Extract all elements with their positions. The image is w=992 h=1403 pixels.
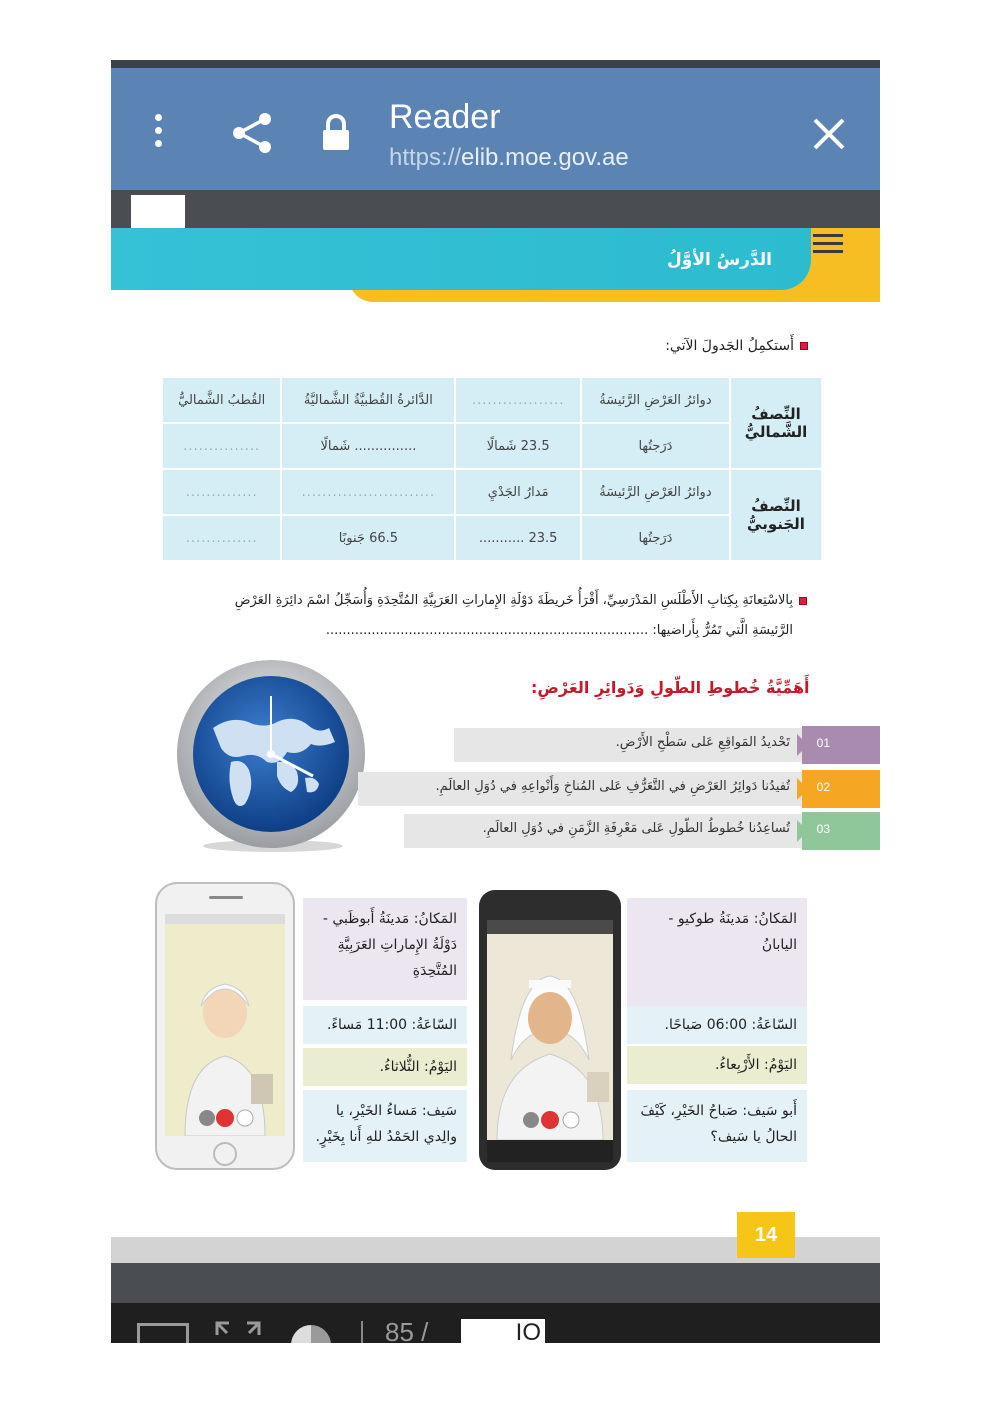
importance-item (404, 812, 880, 850)
table-row (162, 515, 822, 561)
status-strip (111, 60, 880, 68)
overflow-menu-icon[interactable] (151, 114, 165, 154)
table-cell: دَرَجتُها (581, 423, 730, 469)
item-text: تَحْديدُ المَواقِعِ عَلى سَطْحِ الأَرْضِ. (615, 735, 790, 750)
self-view-thumbnail (587, 1072, 609, 1102)
table-cell[interactable]: .............. (162, 469, 281, 515)
importance-heading: أَهَمِّيَّةُ خُطوطِ الطّولِ وَدَوائِرِ العَرْضِ: (531, 678, 810, 697)
world-clock-globe-icon (173, 658, 369, 854)
toolbar-divider (361, 1321, 363, 1343)
right-speech-card: أَبو سَيف: صَباحُ الخَيْرِ، كَيْفَ الحالُ يا سَيف؟ (627, 1090, 807, 1162)
table-cell[interactable]: .......................... (281, 469, 455, 515)
android-navbar (487, 1140, 613, 1162)
item-text: تُفيدُنا دَوائِرُ العَرْضِ في التَّعَرُّفِ عَلى المُناخِ وَأَنْواعِهِ في دُوَلِ العالَمِ. (435, 779, 790, 794)
table-cell[interactable]: .............. (162, 515, 281, 561)
item-number-tab (802, 770, 880, 808)
right-place-card: المَكانُ: مَدينَةُ طوكيو - اليابانُ (627, 898, 807, 1006)
item-number: 03 (816, 822, 830, 836)
right-day-card: اليَوْمُ: الأَرْبِعاءُ. (627, 1046, 807, 1084)
table-cell: الدَّائرةُ القُطبيَّةُ الشَّماليَّةُ (281, 377, 455, 423)
page-input[interactable]: IO (461, 1319, 545, 1343)
importance-item (358, 770, 880, 808)
table-cell: 66.5 جَنوبًا (281, 515, 455, 561)
page-count: 85 / (385, 1317, 429, 1343)
lesson-title: الدَّرسُ الأوَّلُ (667, 250, 772, 270)
browser-bar (111, 68, 880, 190)
instruction-text[interactable]: الرَّئيسَةِ الَّتي تَمُرُّ بِأَراضيها: .............................................................................. (325, 623, 793, 638)
fit-screen-icon[interactable] (137, 1323, 189, 1343)
right-time-card: السّاعَةُ: 06:00 صَباحًا. (627, 1006, 807, 1044)
reader-bottom-toolbar (111, 1303, 880, 1343)
hamburger-icon[interactable] (813, 234, 843, 258)
caller-boy-image (165, 914, 285, 1136)
item-number: 01 (816, 736, 830, 750)
table-cell[interactable]: 23.5 ........... (455, 515, 581, 561)
table-cell[interactable]: ............... شَمالًا (281, 423, 455, 469)
instruction-table (665, 338, 808, 354)
speaker-icon (209, 896, 243, 899)
table-row (162, 377, 822, 423)
table-cell: دَرَجتُها (581, 515, 730, 561)
table-cell: 23.5 شَمالًا (455, 423, 581, 469)
android-video-call (479, 890, 621, 1170)
lesson-header (111, 228, 880, 302)
home-button-icon (213, 1142, 237, 1166)
table-cell: مَدارُ الجَدْيِ (455, 469, 581, 515)
arrow-icon (797, 734, 808, 756)
bookmark-tab[interactable] (131, 195, 185, 228)
item-number: 02 (816, 780, 830, 794)
left-speech-card: سَيف: مَساءُ الخَيْرِ، يا والِدي الحَمْدُ للهِ أَنا بِخَيْرٍ. (303, 1090, 467, 1162)
url-prefix: https:// (389, 144, 462, 171)
table-cell[interactable]: .................. (455, 377, 581, 423)
close-icon[interactable] (811, 116, 847, 152)
table-cell[interactable]: ............... (162, 423, 281, 469)
page-url[interactable] (389, 144, 629, 172)
arrow-icon (797, 778, 808, 800)
table-cell: دوائرُ العَرْضِ الرَّئيسَةُ (581, 377, 730, 423)
url-domain: elib.moe.gov.ae (461, 144, 629, 171)
table-row (162, 423, 822, 469)
instruction-text: بِالاسْتِعانَةِ بِكِتابِ الأَطْلَسِ المَدْرَسِيِّ، أَقْرَأُ خَريطَةَ دَوْلَةِ الإِماراتِ العَرَبِيَّةِ المُتَّحِدَةِ وَأُسَجِّلُ اسْمَ دائِرَةِ العَرْضِ (234, 593, 793, 608)
item-number-tab (802, 812, 880, 850)
table-row (162, 469, 822, 515)
contrast-icon[interactable] (291, 1325, 331, 1343)
table-cell: دوائرُ العَرْضِ الرَّئيسَةُ (581, 469, 730, 515)
self-view-thumbnail (251, 1074, 273, 1104)
south-half-label: النِّصفُ الجَنوبيُّ (730, 469, 822, 561)
left-place-card: المَكانُ: مَدينَةُ أَبوظَبي - دَوْلَةُ الإِماراتِ العَرَبِيَّةِ المُتَّحِدَةِ (303, 898, 467, 1000)
reader-title: Reader (389, 98, 501, 136)
importance-item (454, 726, 880, 764)
arrow-icon (797, 820, 808, 842)
item-number-tab (802, 726, 880, 764)
caller-man-image (487, 920, 613, 1140)
instruction-atlas (161, 586, 807, 646)
share-icon[interactable] (229, 110, 275, 156)
expand-icon[interactable] (215, 1321, 261, 1341)
page-number: 14 (737, 1212, 795, 1258)
latitude-table (161, 376, 823, 562)
lock-icon (321, 114, 351, 152)
reader-toolbar-band (111, 190, 880, 228)
iphone-video-call (155, 882, 295, 1170)
left-day-card: اليَوْمُ: الثُّلاثاءُ. (303, 1048, 467, 1086)
table-cell: القُطبُ الشَّماليُّ (162, 377, 281, 423)
item-text: تُساعِدُنا خُطوطُ الطّولِ عَلى مَعْرِفَةِ الزَّمَنِ في دُوَلِ العالَمِ. (482, 821, 790, 836)
north-half-label: النِّصفُ الشَّماليُّ (730, 377, 822, 469)
left-time-card: السّاعَةُ: 11:00 مَساءً. (303, 1006, 467, 1044)
reader-page (111, 60, 880, 1343)
reader-footer-band (111, 1263, 880, 1303)
bullet-icon (800, 342, 808, 350)
bullet-icon (799, 597, 807, 605)
instruction-text: أَستكمِلُ الجَدولَ الآتي: (665, 338, 794, 354)
